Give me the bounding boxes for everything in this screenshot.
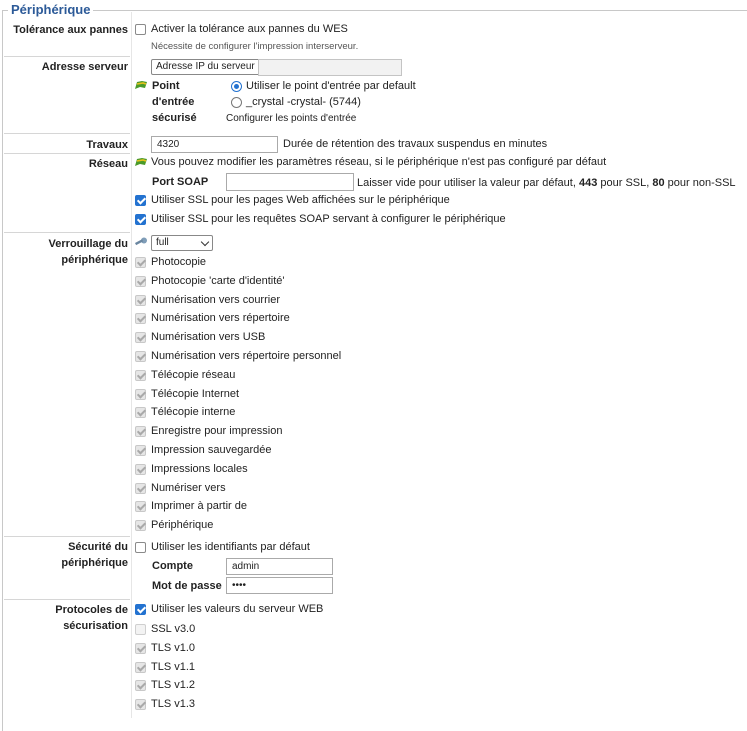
- server-address-input[interactable]: [258, 59, 402, 76]
- protocol-checkbox[interactable]: [135, 624, 146, 635]
- row-separator: [4, 536, 130, 537]
- default-entry-radio-label: Utiliser le point d'entrée par default: [246, 80, 416, 92]
- jobs-retention-description: Durée de rétention des travaux suspendus en minutes: [283, 138, 548, 150]
- security-protocols-label-line-1: Protocoles de: [55, 604, 128, 616]
- label-column-divider: [131, 12, 132, 718]
- server-address-select[interactable]: [151, 59, 273, 75]
- security-protocols-label-line-2: sécurisation: [63, 620, 128, 632]
- device-lock-label-line-2: périphérique: [61, 254, 128, 266]
- secure-entry-label-2: d'entrée: [152, 96, 195, 108]
- device-lock-item-checkbox[interactable]: [135, 445, 146, 456]
- device-lock-item-label: Impression sauvegardée: [151, 444, 272, 456]
- soap-hint-mid: pour SSL,: [597, 177, 653, 189]
- row-separator: [4, 56, 130, 57]
- jobs-label: Travaux: [86, 139, 128, 151]
- device-lock-item-label: Télécopie interne: [151, 406, 236, 419]
- device-lock-item-label: Impressions locales: [151, 462, 248, 475]
- device-lock-label-line-1: Verrouillage du: [48, 238, 128, 250]
- crystal-entry-radio[interactable]: [231, 97, 242, 108]
- device-security-label-line-2: périphérique: [61, 557, 128, 569]
- device-lock-item-checkbox[interactable]: [135, 257, 146, 268]
- device-lock-select-value: full: [156, 237, 169, 248]
- default-entry-radio[interactable]: [231, 81, 242, 92]
- device-lock-item-checkbox[interactable]: [135, 332, 146, 343]
- fault-tolerance-checkbox[interactable]: [135, 24, 146, 35]
- default-credentials-label: Utiliser les identifiants par défaut: [151, 541, 310, 553]
- device-lock-item-checkbox[interactable]: [135, 501, 146, 512]
- device-lock-item-label: Enregistre pour impression: [151, 425, 283, 438]
- default-credentials-checkbox[interactable]: [135, 542, 146, 553]
- flag-icon: [134, 157, 148, 167]
- device-lock-item-label: Imprimer à partir de: [151, 500, 247, 513]
- use-web-server-values-checkbox[interactable]: [135, 604, 146, 615]
- jobs-retention-input[interactable]: 4320: [151, 136, 278, 153]
- security-protocols-label: [4, 602, 128, 634]
- fault-tolerance-label: Tolérance aux pannes: [13, 24, 128, 36]
- device-lock-label: [4, 236, 128, 268]
- protocol-checkbox[interactable]: [135, 699, 146, 710]
- ssl-web-pages-label: Utiliser SSL pour les pages Web affichées sur le périphérique: [151, 194, 450, 206]
- soap-hint-suffix: pour non-SSL: [664, 177, 736, 189]
- secure-entry-label-1: Point: [152, 80, 180, 92]
- device-lock-item-checkbox[interactable]: [135, 407, 146, 418]
- password-label: Mot de passe: [152, 580, 222, 592]
- account-input[interactable]: admin: [226, 558, 333, 575]
- configure-entry-points-link[interactable]: Configurer les points d'entrée: [226, 113, 357, 124]
- device-lock-item-label: Numérisation vers courrier: [151, 293, 280, 306]
- device-security-label-line-1: Sécurité du: [68, 541, 128, 553]
- protocol-checkbox[interactable]: [135, 680, 146, 691]
- flag-icon: [134, 80, 148, 90]
- device-lock-item-label: Numérisation vers USB: [151, 331, 266, 344]
- password-input[interactable]: ••••: [226, 577, 333, 594]
- ssl-soap-label: Utiliser SSL pour les requêtes SOAP servant à configurer le périphérique: [151, 213, 506, 225]
- device-lock-item-checkbox[interactable]: [135, 464, 146, 475]
- row-separator: [4, 599, 130, 600]
- wrench-icon: [134, 237, 148, 247]
- device-lock-item-checkbox[interactable]: [135, 520, 146, 531]
- device-lock-item-checkbox[interactable]: [135, 483, 146, 494]
- ssl-web-pages-checkbox[interactable]: [135, 195, 146, 206]
- device-lock-item-checkbox[interactable]: [135, 276, 146, 287]
- device-lock-item-label: Télécopie Internet: [151, 387, 240, 400]
- server-address-select-value: Adresse IP du serveur: [156, 61, 255, 72]
- network-info: Vous pouvez modifier les paramètres réseau, si le périphérique n'est pas configuré par défaut: [151, 156, 607, 168]
- network-label: Réseau: [88, 158, 128, 170]
- protocol-label: TLS v1.1: [151, 660, 196, 673]
- device-lock-item-label: Numérisation vers répertoire: [151, 312, 290, 325]
- fault-tolerance-note: Nécessite de configurer l'impression interserveur.: [151, 41, 359, 52]
- soap-port-label: Port SOAP: [152, 176, 209, 188]
- section-title: Périphérique: [8, 2, 93, 17]
- secure-entry-label-3: sécurisé: [152, 112, 197, 124]
- soap-port-hint: [357, 177, 736, 189]
- device-lock-item-label: Télécopie réseau: [151, 368, 236, 381]
- device-lock-item-label: Numérisation vers répertoire personnel: [151, 350, 342, 362]
- device-lock-item-checkbox[interactable]: [135, 295, 146, 306]
- device-security-label: [4, 539, 128, 571]
- protocol-label: TLS v1.3: [151, 698, 196, 711]
- protocol-label: SSL v3.0: [151, 623, 196, 635]
- device-lock-item-checkbox[interactable]: [135, 313, 146, 324]
- device-lock-select[interactable]: [151, 235, 213, 251]
- device-lock-item-label: Périphérique: [151, 519, 214, 532]
- server-address-label: Adresse serveur: [41, 61, 128, 73]
- fault-tolerance-checkbox-label: Activer la tolérance aux pannes du WES: [151, 23, 348, 35]
- device-lock-item-checkbox[interactable]: [135, 351, 146, 362]
- chevron-down-icon: [201, 238, 209, 246]
- ssl-soap-checkbox[interactable]: [135, 214, 146, 225]
- crystal-entry-radio-label: _crystal -crystal- (5744): [246, 96, 361, 108]
- use-web-server-values-label: Utiliser les valeurs du serveur WEB: [151, 603, 324, 615]
- device-lock-item-checkbox[interactable]: [135, 389, 146, 400]
- device-lock-item-checkbox[interactable]: [135, 370, 146, 381]
- soap-hint-ssl-port: 443: [578, 177, 598, 189]
- row-separator: [4, 133, 130, 134]
- soap-hint-nonssl-port: 80: [652, 177, 665, 189]
- soap-hint-prefix: Laisser vide pour utiliser la valeur par défaut,: [357, 177, 579, 189]
- account-label: Compte: [152, 560, 193, 572]
- soap-port-input[interactable]: [226, 173, 354, 191]
- protocol-label: TLS v1.0: [151, 641, 196, 654]
- protocol-checkbox[interactable]: [135, 643, 146, 654]
- device-lock-item-checkbox[interactable]: [135, 426, 146, 437]
- row-separator: [4, 232, 130, 233]
- device-lock-item-label: Numériser vers: [151, 481, 226, 494]
- protocol-label: TLS v1.2: [151, 679, 196, 692]
- protocol-checkbox[interactable]: [135, 662, 146, 673]
- row-separator: [4, 153, 130, 154]
- device-lock-item-label: Photocopie 'carte d'identité': [151, 274, 285, 287]
- device-lock-item-label: Photocopie: [151, 256, 207, 268]
